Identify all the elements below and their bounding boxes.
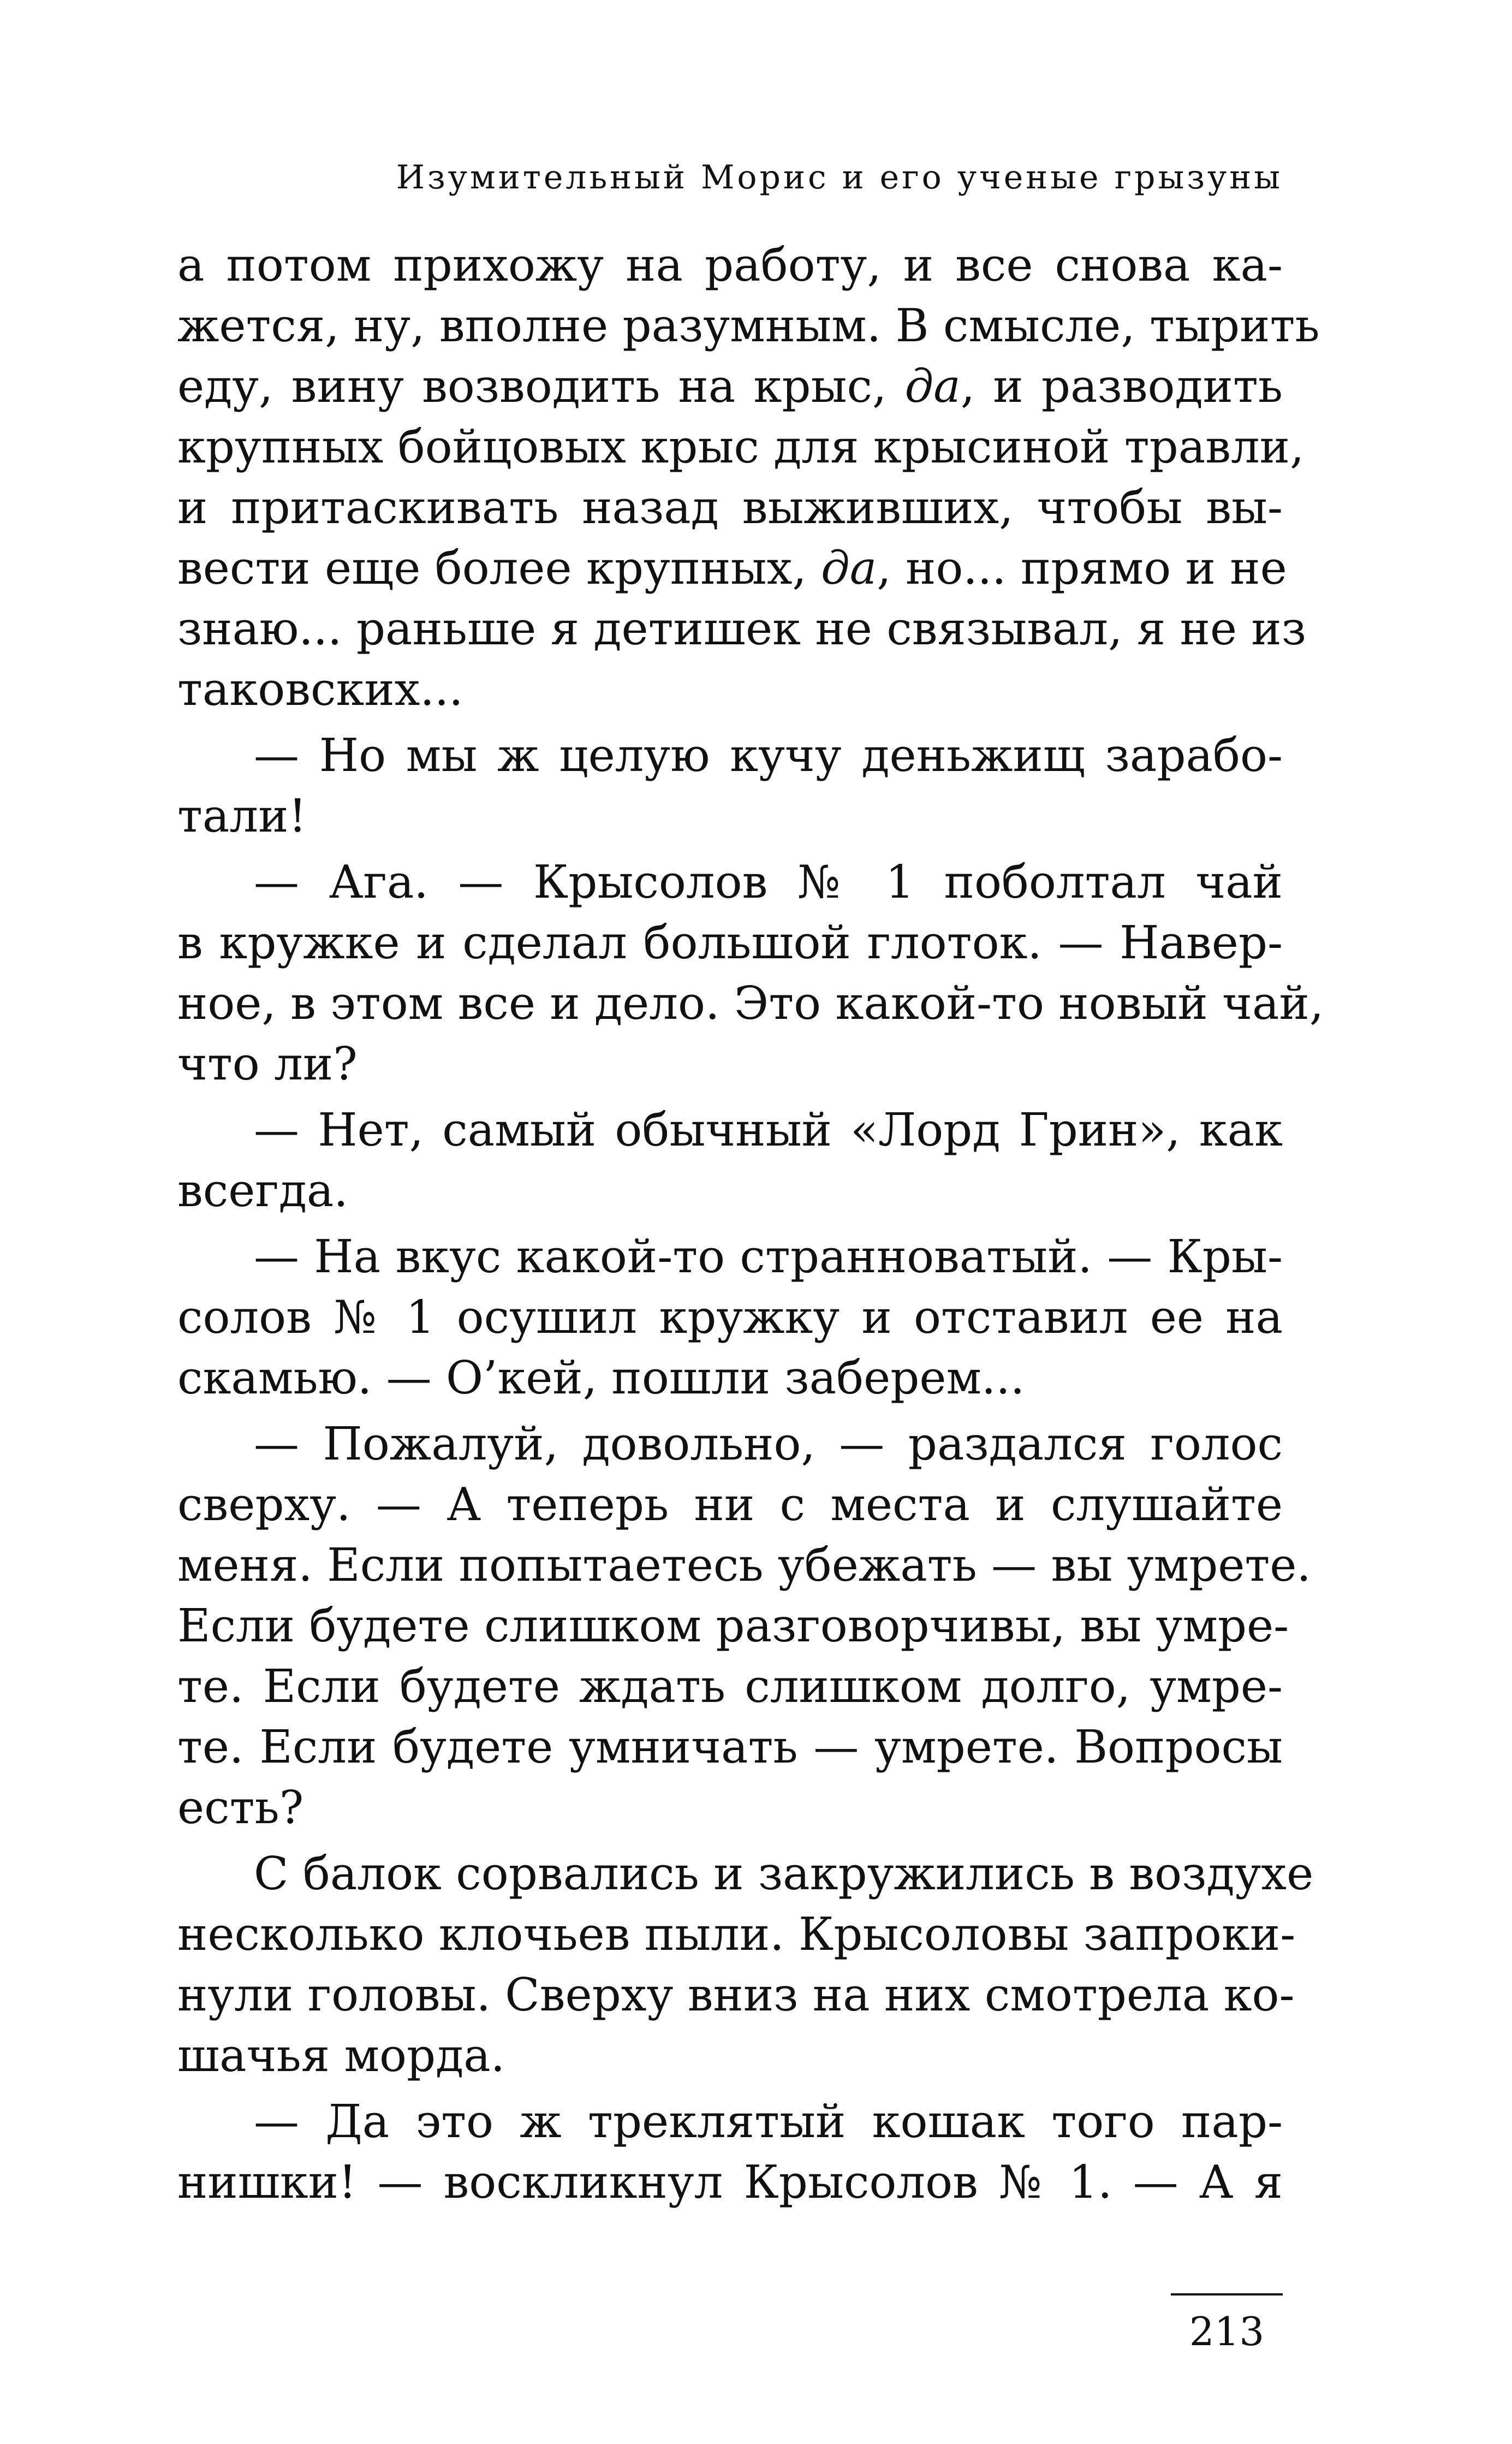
text-line: меня. Если попытаетесь убежать — вы умрете. xyxy=(177,1539,1311,1592)
text-line: — Ага. — Крысолов № 1 поболтал чай xyxy=(254,856,1283,909)
text-line: сверху. — А теперь ни с места и слушайте xyxy=(177,1478,1283,1531)
text-line: а потом прихожу на работу, и все снова ка- xyxy=(177,239,1283,292)
text-line: — Да это ж треклятый кошак того пар- xyxy=(254,2095,1283,2148)
text-line: — Пожалуй, довольно, — раздался голос xyxy=(254,1417,1283,1470)
page-number: 213 xyxy=(1189,2309,1265,2354)
text-line: нишки! — воскликнул Крысолов № 1. — А я xyxy=(177,2156,1283,2209)
text-line: Если будете слишком разговорчивы, вы умре- xyxy=(177,1599,1289,1652)
text-line: таковских... xyxy=(177,663,463,716)
text-line: вести еще более крупных, да, но... прямо и не xyxy=(177,542,1287,595)
text-line: несколько клочьев пыли. Крысоловы запроки- xyxy=(177,1908,1296,1961)
text-line: нули головы. Сверху вниз на них смотрела ко- xyxy=(177,1968,1295,2021)
running-head: Изумительный Морис и его ученые грызуны xyxy=(396,158,1283,197)
text-line: шачья морда. xyxy=(177,2029,505,2082)
text-line: скамью. — О’кей, пошли заберем... xyxy=(177,1351,1025,1404)
text-line: — Нет, самый обычный «Лорд Грин», как xyxy=(254,1104,1283,1156)
text-line: те. Если будете ждать слишком долго, умре- xyxy=(177,1660,1283,1713)
text-line: знаю... раньше я детишек не связывал, я не из xyxy=(177,602,1306,655)
folio-rule xyxy=(1171,2293,1283,2295)
text-line: всегда. xyxy=(177,1164,348,1217)
text-line: тали! xyxy=(177,790,307,843)
body-text xyxy=(177,235,1324,2212)
text-line: еду, вину возводить на крыс, да, и разводить xyxy=(177,360,1283,413)
text-line: в кружке и сделал большой глоток. — Навер- xyxy=(177,916,1283,969)
text-line: солов № 1 осушил кружку и отставил ее на xyxy=(177,1291,1283,1344)
text-line: — На вкус какой-то странноватый. — Кры- xyxy=(254,1230,1283,1283)
text-line: жется, ну, вполне разумным. В смысле, тырить xyxy=(177,299,1320,352)
text-line: и притаскивать назад выживших, чтобы вы- xyxy=(177,481,1283,534)
text-line: что ли? xyxy=(177,1037,358,1090)
text-line: крупных бойцовых крыс для крысиной травли, xyxy=(177,420,1305,473)
text-line: ное, в этом все и дело. Это какой-то новый чай, xyxy=(177,977,1324,1030)
text-line: те. Если будете умничать — умрете. Вопросы xyxy=(177,1721,1283,1773)
text-line: — Но мы ж целую кучу деньжищ зарабо- xyxy=(254,729,1283,782)
text-line: есть? xyxy=(177,1781,304,1834)
text-line: С балок сорвались и закружились в воздухе xyxy=(254,1847,1314,1900)
